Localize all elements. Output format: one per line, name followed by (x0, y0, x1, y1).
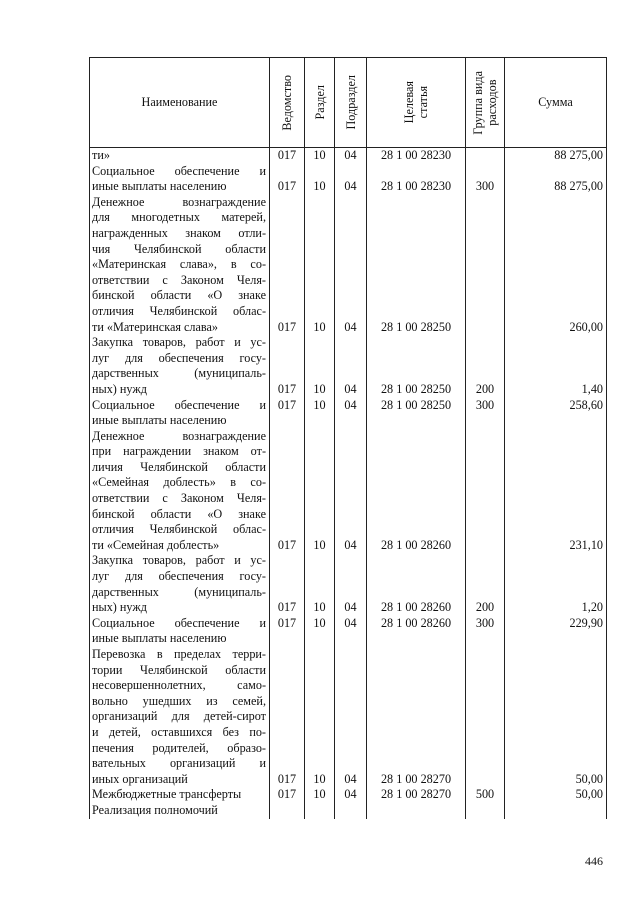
header-gruppa: Группа вида расходов (466, 58, 505, 148)
table-row (90, 616, 607, 647)
row-summa: 1,40 (505, 335, 607, 397)
table-row (90, 195, 607, 335)
row-name-line: организаций для детей-сирот (92, 709, 266, 724)
row-podrazdel: 04 (335, 398, 367, 429)
row-name (90, 647, 270, 787)
row-name-line: Межбюджетные трансферты (92, 787, 242, 802)
row-summa: 1,20 (505, 553, 607, 615)
row-name-line: Реализация полномочий (92, 802, 218, 817)
header-celevaya: Целевая статья (367, 58, 466, 148)
row-ved (270, 803, 305, 819)
row-gruppa (466, 148, 505, 164)
row-razdel: 10 (305, 553, 335, 615)
row-name-line: бинской области «О знаке (92, 506, 266, 521)
row-podrazdel: 04 (335, 787, 367, 803)
row-gruppa: 200 (466, 553, 505, 615)
row-celevaya (367, 803, 466, 819)
row-name-line: при награждении знаком от- (92, 444, 266, 459)
row-podrazdel: 04 (335, 429, 367, 554)
row-summa: 50,00 (505, 647, 607, 787)
row-name-line: вольно ушедших из семей, (92, 693, 266, 708)
row-name-line: Денежное вознаграждение (92, 194, 266, 209)
row-name-line: чия Челябинской области (92, 241, 266, 256)
row-name-line: отличия Челябинской облас- (92, 303, 266, 318)
row-name (90, 148, 270, 164)
row-razdel (305, 803, 335, 819)
row-ved: 017 (270, 647, 305, 787)
row-name-line: Социальное обеспечение и (92, 615, 266, 630)
table-row (90, 787, 607, 803)
row-podrazdel: 04 (335, 553, 367, 615)
row-summa: 258,60 (505, 398, 607, 429)
row-name (90, 195, 270, 335)
row-name-line: «Материнская слава», в со- (92, 257, 266, 272)
row-name-line: ответствии с Законом Челя- (92, 491, 266, 506)
table-row (90, 553, 607, 615)
row-name-line: луг для обеспечения госу- (92, 569, 266, 584)
row-ved: 017 (270, 164, 305, 195)
row-celevaya: 28 1 00 28260 (367, 429, 466, 554)
table-header-row (90, 58, 607, 148)
row-ved: 017 (270, 398, 305, 429)
row-celevaya: 28 1 00 28230 (367, 148, 466, 164)
header-podrazdel: Подраздел (335, 58, 367, 148)
row-podrazdel: 04 (335, 647, 367, 787)
row-ved: 017 (270, 429, 305, 554)
row-name-line: иные выплаты населению (92, 631, 227, 646)
row-summa: 229,90 (505, 616, 607, 647)
row-razdel: 10 (305, 335, 335, 397)
row-summa: 260,00 (505, 195, 607, 335)
row-name-line: личия Челябинской области (92, 459, 266, 474)
row-celevaya: 28 1 00 28260 (367, 553, 466, 615)
header-razdel: Раздел (305, 58, 335, 148)
row-celevaya: 28 1 00 28270 (367, 787, 466, 803)
row-razdel: 10 (305, 647, 335, 787)
row-name-line: Перевозка в пределах терри- (92, 647, 266, 661)
header-ved: Ведомство (270, 58, 305, 148)
row-name-line: луг для обеспечения госу- (92, 350, 266, 365)
row-name (90, 429, 270, 554)
row-gruppa (466, 803, 505, 819)
row-name-line: тории Челябинской области (92, 662, 266, 677)
row-name (90, 398, 270, 429)
row-name-line: дарственных (муниципаль- (92, 584, 266, 599)
row-gruppa: 300 (466, 616, 505, 647)
table-row (90, 429, 607, 554)
row-name-line: «Семейная доблесть» в со- (92, 475, 266, 490)
row-razdel: 10 (305, 164, 335, 195)
row-summa: 88 275,00 (505, 148, 607, 164)
row-name (90, 787, 270, 803)
table-row (90, 164, 607, 195)
page-number: 446 (585, 854, 603, 868)
row-ved: 017 (270, 787, 305, 803)
row-podrazdel: 04 (335, 195, 367, 335)
row-celevaya: 28 1 00 28260 (367, 616, 466, 647)
table-body (90, 148, 607, 819)
row-name (90, 803, 270, 819)
row-celevaya: 28 1 00 28250 (367, 335, 466, 397)
row-name (90, 335, 270, 397)
row-name-line: иные выплаты населению (92, 179, 227, 194)
row-gruppa: 300 (466, 164, 505, 195)
row-name-line: печения родителей, образо- (92, 740, 266, 755)
row-name-line: для многодетных матерей, (92, 210, 266, 225)
row-ved: 017 (270, 335, 305, 397)
row-podrazdel: 04 (335, 616, 367, 647)
row-ved: 017 (270, 148, 305, 164)
row-gruppa: 200 (466, 335, 505, 397)
row-razdel: 10 (305, 148, 335, 164)
row-gruppa: 500 (466, 787, 505, 803)
row-summa (505, 803, 607, 819)
row-name-line: ти «Материнская слава» (92, 319, 218, 334)
row-name-line: ти» (92, 148, 110, 162)
row-name-line: и детей, оставшихся без по- (92, 724, 266, 739)
row-name-line: Закупка товаров, работ и ус- (92, 335, 266, 350)
row-celevaya: 28 1 00 28250 (367, 195, 466, 335)
row-name-line: ответствии с Законом Челя- (92, 272, 266, 287)
row-name-line: Закупка товаров, работ и ус- (92, 553, 266, 568)
header-name: Наименование (90, 58, 270, 148)
row-gruppa (466, 647, 505, 787)
row-podrazdel: 04 (335, 164, 367, 195)
row-gruppa (466, 195, 505, 335)
row-summa: 231,10 (505, 429, 607, 554)
row-name-line: Социальное обеспечение и (92, 163, 266, 178)
row-name-line: награжденных знаком отли- (92, 225, 266, 240)
row-name-line: ных) нужд (92, 600, 147, 615)
row-ved: 017 (270, 195, 305, 335)
row-razdel: 10 (305, 398, 335, 429)
row-summa: 50,00 (505, 787, 607, 803)
row-celevaya: 28 1 00 28230 (367, 164, 466, 195)
row-name (90, 164, 270, 195)
row-name-line: отличия Челябинской облас- (92, 522, 266, 537)
table-row (90, 398, 607, 429)
row-razdel: 10 (305, 195, 335, 335)
table-row (90, 335, 607, 397)
row-podrazdel: 04 (335, 335, 367, 397)
row-name-line: иные выплаты населению (92, 413, 227, 428)
row-name-line: бинской области «О знаке (92, 288, 266, 303)
row-celevaya: 28 1 00 28250 (367, 398, 466, 429)
row-name-line: Денежное вознаграждение (92, 428, 266, 443)
row-name-line: несовершеннолетних, само- (92, 678, 266, 693)
budget-table (89, 57, 607, 819)
table-row (90, 803, 607, 819)
row-name-line: дарственных (муниципаль- (92, 366, 266, 381)
table-row (90, 647, 607, 787)
row-razdel: 10 (305, 787, 335, 803)
row-razdel: 10 (305, 429, 335, 554)
row-name-line: Социальное обеспечение и (92, 397, 266, 412)
row-razdel: 10 (305, 616, 335, 647)
header-summa: Сумма (505, 58, 607, 148)
row-gruppa (466, 429, 505, 554)
table-row (90, 148, 607, 164)
row-name (90, 553, 270, 615)
row-podrazdel: 04 (335, 148, 367, 164)
row-name-line: вательных организаций и (92, 756, 266, 771)
row-ved: 017 (270, 553, 305, 615)
row-name (90, 616, 270, 647)
row-name-line: ных) нужд (92, 381, 147, 396)
row-gruppa: 300 (466, 398, 505, 429)
row-name-line: ти «Семейная доблесть» (92, 537, 220, 552)
row-podrazdel (335, 803, 367, 819)
row-summa: 88 275,00 (505, 164, 607, 195)
row-celevaya: 28 1 00 28270 (367, 647, 466, 787)
row-name-line: иных организаций (92, 771, 188, 786)
row-ved: 017 (270, 616, 305, 647)
